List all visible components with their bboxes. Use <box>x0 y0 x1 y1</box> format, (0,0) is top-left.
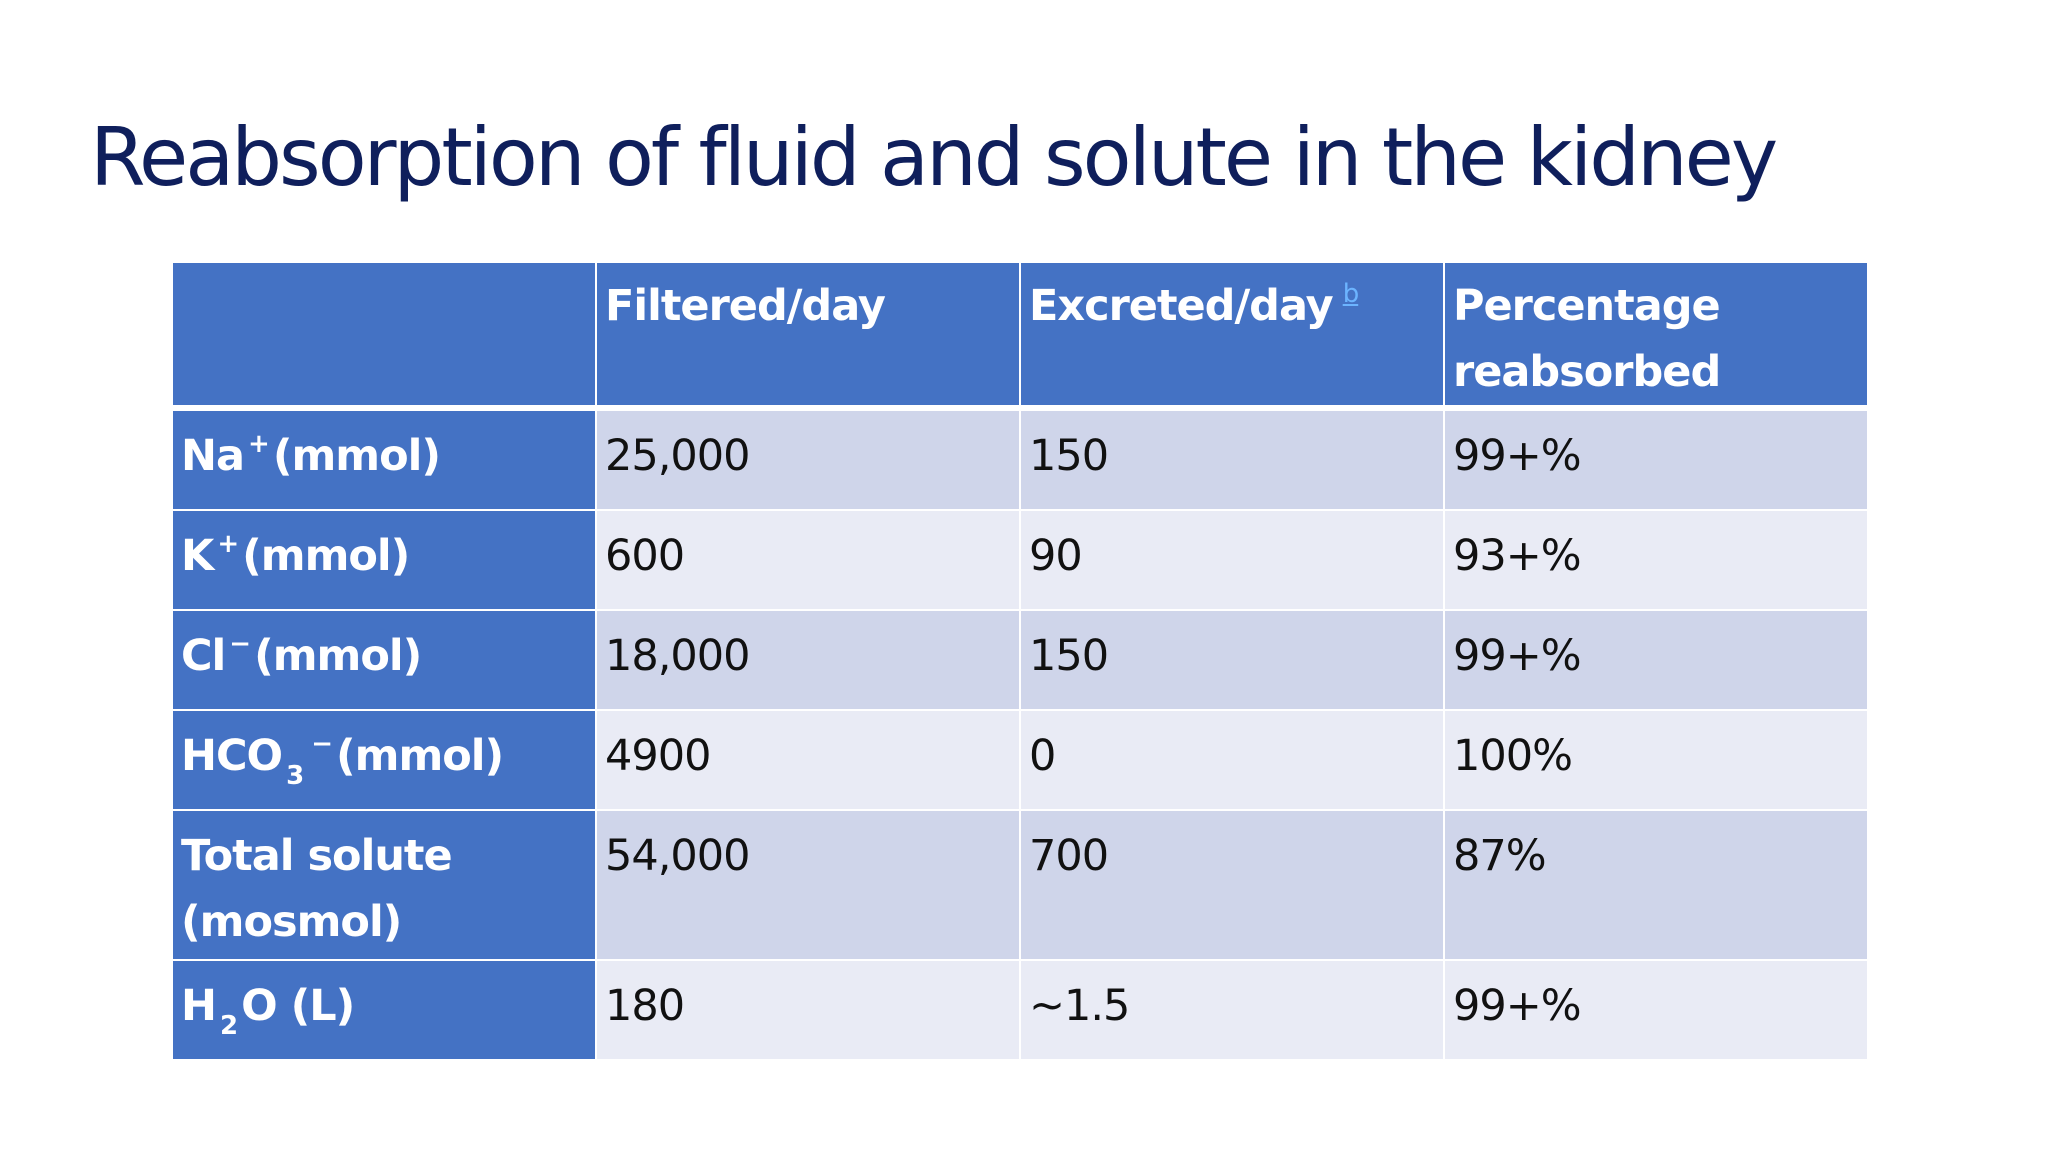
cell-percentage: 99+% <box>1444 610 1868 710</box>
slide-title: Reabsorption of fluid and solute in the kidney <box>90 111 1776 204</box>
row-label-base: HCO <box>181 731 283 781</box>
cell-filtered: 4900 <box>596 710 1020 810</box>
row-label-chloride <box>172 610 596 710</box>
footnote-link[interactable]: b <box>1342 279 1359 309</box>
table-row <box>172 810 1868 960</box>
row-label-sup: − <box>311 729 332 759</box>
row-label-sup: − <box>229 629 251 659</box>
row-label-base: Cl <box>181 631 226 681</box>
cell-excreted: 0 <box>1020 710 1444 810</box>
row-label-unit: (mmol) <box>242 531 410 581</box>
row-label-rest: O (L) <box>241 981 355 1031</box>
table-row <box>172 408 1868 510</box>
row-label-line2: (mosmol) <box>181 897 402 947</box>
cell-excreted: 150 <box>1020 408 1444 510</box>
reabsorption-table <box>171 261 1869 1061</box>
table-body <box>172 408 1868 1060</box>
cell-filtered: 25,000 <box>596 408 1020 510</box>
cell-excreted: 700 <box>1020 810 1444 960</box>
header-excreted <box>1020 262 1444 408</box>
header-excreted-label: Excreted/day <box>1029 281 1333 331</box>
row-label-unit: (mmol) <box>254 631 422 681</box>
row-label-water <box>172 960 596 1060</box>
reabsorption-table-container <box>171 261 1867 1061</box>
row-label-unit: (mmol) <box>336 731 504 781</box>
row-label-total-solute <box>172 810 596 960</box>
table-row <box>172 710 1868 810</box>
header-row <box>172 262 1868 408</box>
cell-percentage: 99+% <box>1444 960 1868 1060</box>
cell-excreted: 90 <box>1020 510 1444 610</box>
cell-percentage: 87% <box>1444 810 1868 960</box>
row-label-bicarbonate <box>172 710 596 810</box>
table-header <box>172 262 1868 408</box>
cell-percentage: 93+% <box>1444 510 1868 610</box>
row-label-line1: Total solute <box>181 831 452 881</box>
cell-filtered: 54,000 <box>596 810 1020 960</box>
row-label-sup: + <box>217 529 239 559</box>
row-label-sub: 2 <box>220 1011 238 1041</box>
row-label-base: H <box>181 981 216 1031</box>
cell-excreted: ~1.5 <box>1020 960 1444 1060</box>
cell-filtered: 18,000 <box>596 610 1020 710</box>
row-label-unit: (mmol) <box>272 431 441 481</box>
header-percentage-line1: Percentage <box>1453 281 1720 331</box>
row-label-sub: 3 <box>286 761 304 791</box>
header-filtered <box>596 262 1020 408</box>
header-percentage <box>1444 262 1868 408</box>
row-label-sodium <box>172 408 596 510</box>
table-row <box>172 610 1868 710</box>
header-blank-cell <box>172 262 596 408</box>
table-row <box>172 960 1868 1060</box>
table-row <box>172 510 1868 610</box>
header-filtered-label: Filtered/day <box>605 281 885 331</box>
row-label-base: Na <box>181 431 245 481</box>
cell-filtered: 600 <box>596 510 1020 610</box>
row-label-sup: + <box>248 429 269 459</box>
cell-filtered: 180 <box>596 960 1020 1060</box>
row-label-base: K <box>181 531 214 581</box>
row-label-potassium <box>172 510 596 610</box>
cell-percentage: 100% <box>1444 710 1868 810</box>
header-percentage-line2: reabsorbed <box>1453 347 1721 397</box>
cell-excreted: 150 <box>1020 610 1444 710</box>
cell-percentage: 99+% <box>1444 408 1868 510</box>
